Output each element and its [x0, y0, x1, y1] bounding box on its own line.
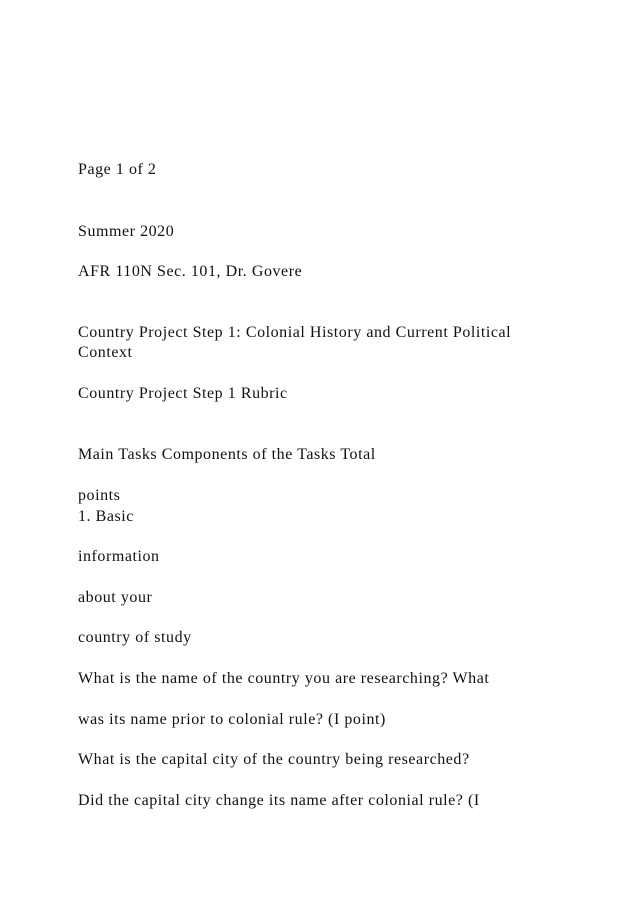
- course-info: AFR 110N Sec. 101, Dr. Govere: [78, 263, 303, 280]
- task-1-line: about your: [78, 589, 153, 606]
- term: Summer 2020: [78, 223, 175, 240]
- rubric-title: Country Project Step 1 Rubric: [78, 385, 288, 402]
- table-header-continuation: points: [78, 487, 121, 504]
- task-1-line: country of study: [78, 629, 192, 646]
- question-line: What is the capital city of the country being researched?: [78, 751, 470, 768]
- assignment-title: Country Project Step 1: Colonial History and Current Political Context: [78, 324, 512, 361]
- task-1-line: 1. Basic: [78, 508, 134, 525]
- page-number: Page 1 of 2: [78, 161, 157, 178]
- table-header: Main Tasks Components of the Tasks Total: [78, 446, 376, 463]
- question-line: Did the capital city change its name after colonial rule? (I: [78, 792, 480, 809]
- question-line: was its name prior to colonial rule? (I point): [78, 711, 386, 728]
- task-1-line: information: [78, 548, 160, 565]
- question-line: What is the name of the country you are researching? What: [78, 670, 490, 687]
